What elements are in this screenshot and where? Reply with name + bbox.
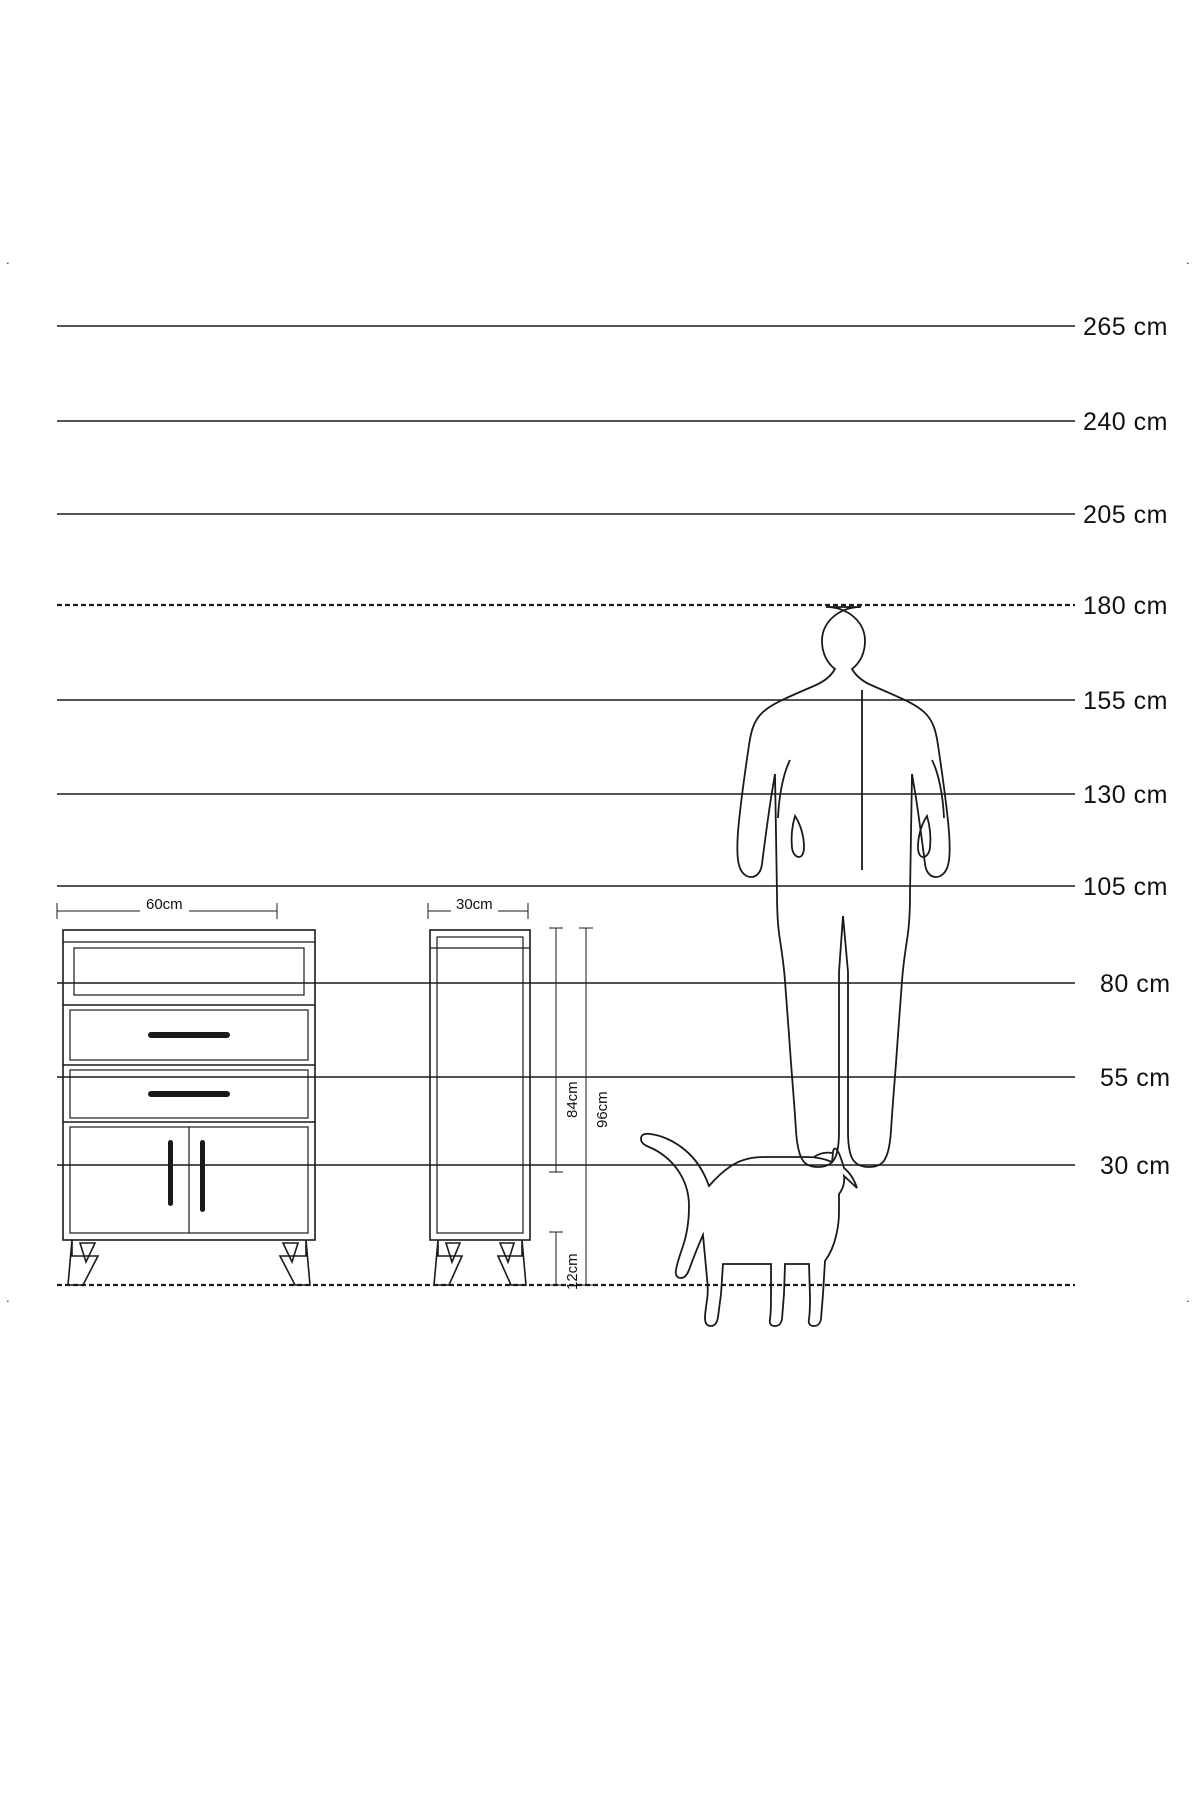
scale-label-265: 265 cm	[1083, 313, 1168, 341]
height-label-84cm: 84cm	[564, 1081, 581, 1118]
scale-label-55: 55 cm	[1100, 1064, 1171, 1092]
drawer-handle-upper	[148, 1032, 230, 1038]
scale-label-130: 130 cm	[1083, 781, 1168, 809]
cat-silhouette	[641, 1134, 857, 1326]
corner-mark-top-right: .	[1186, 252, 1190, 267]
corner-mark-bottom-right: .	[1186, 1290, 1190, 1305]
width-label-60cm: 60cm	[140, 896, 189, 913]
scale-label-105: 105 cm	[1083, 873, 1168, 901]
door-handle-left	[168, 1140, 173, 1206]
door-handle-right	[200, 1140, 205, 1212]
height-dimension-84cm	[549, 928, 563, 1172]
height-label-96cm: 96cm	[594, 1091, 611, 1128]
scale-label-180: 180 cm	[1083, 592, 1168, 620]
scale-label-240: 240 cm	[1083, 408, 1168, 436]
corner-mark-bottom-left: .	[6, 1290, 10, 1305]
scale-label-205: 205 cm	[1083, 501, 1168, 529]
width-label-30cm: 30cm	[451, 896, 498, 913]
scale-lines	[57, 326, 1075, 1285]
scale-label-80: 80 cm	[1100, 970, 1171, 998]
height-label-12cm: 12cm	[564, 1253, 581, 1290]
scale-label-155: 155 cm	[1083, 687, 1168, 715]
height-dimension-96cm	[579, 928, 593, 1285]
height-dimension-12cm	[549, 1232, 563, 1285]
human-silhouette	[737, 607, 949, 1167]
drawer-handle-lower	[148, 1091, 230, 1097]
scale-label-30: 30 cm	[1100, 1152, 1171, 1180]
corner-mark-top-left: .	[6, 252, 10, 267]
